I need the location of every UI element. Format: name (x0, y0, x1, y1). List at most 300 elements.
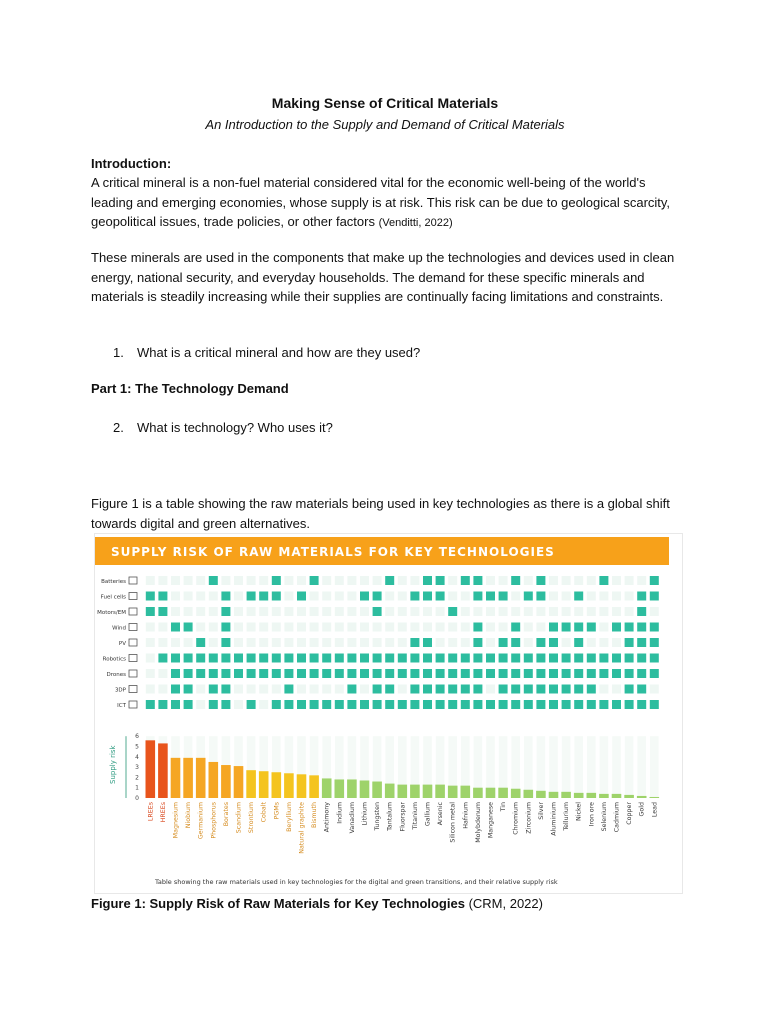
question-2 (113, 420, 333, 435)
usage-cell-used (549, 685, 558, 694)
usage-cell-used (650, 638, 659, 647)
usage-cell-empty (373, 623, 382, 632)
usage-cell-used (259, 592, 268, 601)
usage-cell-empty (486, 638, 495, 647)
usage-cell-empty (310, 685, 319, 694)
intro-paragraph-2: These minerals are used in the components that make up the technologies and devices used in clean energy, national security, and everyday households. The demand for these specific minerals and materials is steadily increasing while their supplies are continually facing limitations and constraints. (91, 250, 675, 304)
usage-cell-used (347, 654, 356, 663)
usage-cell-used (650, 623, 659, 632)
x-tick-label: Tantalum (386, 802, 394, 831)
bar-indium (335, 779, 345, 798)
usage-cell-used (473, 669, 482, 678)
usage-cell-used (373, 685, 382, 694)
chart-footnote: Table showing the raw materials used in key technologies for the digital and green transitions, and their relative supply risk (155, 878, 558, 886)
x-tick-label: Strontium (248, 802, 256, 834)
intro-paragraph-1-text: A critical mineral is a non-fuel material considered vital for the economic well-being of the world's leading and emerging economies, whose supply is at risk. This risk can be due to geological scarcity, geopolitical issues, trade policies, or other factors (91, 175, 671, 229)
usage-cell-used (511, 623, 520, 632)
usage-cell-used (473, 700, 482, 709)
usage-cell-used (297, 654, 306, 663)
usage-cell-used (272, 669, 281, 678)
usage-cell-empty (549, 592, 558, 601)
usage-cell-used (184, 700, 193, 709)
part-1-heading: Part 1: The Technology Demand (91, 381, 289, 396)
x-tick-label: Germanium (197, 802, 205, 840)
usage-cell-empty (562, 592, 571, 601)
usage-cell-used (499, 685, 508, 694)
intro-heading: Introduction: (91, 156, 172, 171)
usage-cell-used (171, 623, 180, 632)
x-tick-label: Beryllium (285, 802, 293, 832)
y-tick-label: 1 (135, 784, 139, 792)
usage-cell-used (486, 592, 495, 601)
usage-cell-empty (234, 592, 243, 601)
usage-cell-empty (171, 576, 180, 585)
usage-cell-empty (158, 638, 167, 647)
usage-cell-empty (347, 592, 356, 601)
bar-track (612, 736, 621, 798)
bar-tantalum (385, 784, 395, 798)
motor-icon (129, 608, 137, 615)
usage-cell-empty (373, 576, 382, 585)
usage-cell-empty (322, 592, 331, 601)
usage-cell-used (247, 669, 256, 678)
usage-cell-empty (310, 592, 319, 601)
usage-cell-used (347, 685, 356, 694)
usage-cell-used (473, 685, 482, 694)
usage-cell-empty (612, 592, 621, 601)
usage-cell-used (562, 700, 571, 709)
usage-cell-used (637, 623, 646, 632)
bar-lithium (360, 780, 370, 798)
usage-cell-empty (373, 638, 382, 647)
computer-icon (129, 701, 137, 708)
usage-cell-empty (196, 592, 205, 601)
x-tick-label: Vanadium (348, 802, 356, 834)
usage-cell-empty (436, 607, 445, 616)
usage-cell-used (486, 700, 495, 709)
usage-cell-empty (184, 638, 193, 647)
usage-cell-empty (599, 638, 608, 647)
bar-zirconium (524, 790, 534, 798)
usage-cell-empty (549, 607, 558, 616)
usage-cell-used (524, 654, 533, 663)
bar-gold (637, 796, 647, 798)
usage-cell-empty (310, 638, 319, 647)
usage-cell-used (637, 592, 646, 601)
usage-cell-empty (486, 623, 495, 632)
usage-cell-empty (322, 607, 331, 616)
usage-grid (97, 576, 659, 709)
bar-borates (221, 765, 231, 798)
bar-beryllium (284, 773, 294, 798)
usage-cell-empty (158, 669, 167, 678)
x-tick-label: Phosphorus (210, 802, 218, 839)
bar-lrees (146, 740, 156, 798)
usage-cell-used (423, 654, 432, 663)
x-tick-label: Tin (500, 802, 508, 812)
usage-cell-used (410, 592, 419, 601)
usage-cell-used (511, 576, 520, 585)
usage-cell-used (184, 654, 193, 663)
x-tick-label: Lithium (361, 802, 369, 826)
x-tick-label: Iron ore (588, 802, 596, 827)
x-tick-label: Scandium (235, 802, 243, 834)
usage-cell-empty (146, 669, 155, 678)
usage-cell-empty (574, 576, 583, 585)
usage-cell-empty (196, 607, 205, 616)
usage-cell-empty (549, 576, 558, 585)
usage-cell-used (297, 669, 306, 678)
usage-cell-used (574, 638, 583, 647)
x-tick-label: Lead (651, 802, 659, 818)
usage-cell-used (209, 576, 218, 585)
usage-cell-empty (335, 623, 344, 632)
usage-cell-empty (247, 607, 256, 616)
usage-cell-used (473, 654, 482, 663)
usage-cell-empty (284, 623, 293, 632)
usage-cell-used (209, 685, 218, 694)
usage-cell-used (347, 700, 356, 709)
usage-cell-empty (398, 592, 407, 601)
usage-cell-used (310, 669, 319, 678)
usage-cell-used (637, 700, 646, 709)
usage-cell-empty (599, 592, 608, 601)
usage-cell-empty (360, 607, 369, 616)
usage-cell-empty (297, 685, 306, 694)
usage-cell-empty (612, 607, 621, 616)
usage-cell-empty (536, 623, 545, 632)
usage-cell-used (410, 654, 419, 663)
usage-cell-used (511, 700, 520, 709)
usage-cell-used (587, 669, 596, 678)
usage-cell-empty (335, 592, 344, 601)
usage-cell-empty (398, 638, 407, 647)
bar-tungsten (372, 782, 382, 798)
question-2-number: 2. (113, 420, 124, 435)
usage-cell-used (536, 654, 545, 663)
usage-cell-used (562, 669, 571, 678)
bar-tin (498, 788, 508, 798)
usage-cell-empty (511, 592, 520, 601)
usage-cell-empty (335, 638, 344, 647)
usage-cell-empty (158, 623, 167, 632)
usage-cell-empty (209, 607, 218, 616)
usage-cell-used (511, 685, 520, 694)
usage-cell-used (562, 654, 571, 663)
bar-cadmium (612, 794, 622, 798)
usage-cell-used (410, 669, 419, 678)
usage-cell-used (524, 592, 533, 601)
usage-cell-empty (209, 638, 218, 647)
usage-cell-used (221, 654, 230, 663)
usage-cell-used (209, 669, 218, 678)
bar-track (625, 736, 634, 798)
usage-cell-used (385, 576, 394, 585)
usage-cell-used (398, 669, 407, 678)
x-tick-label: Tellurium (563, 802, 571, 831)
x-tick-label: Fluorspar (399, 802, 407, 832)
usage-cell-used (221, 638, 230, 647)
drone-icon (129, 670, 137, 677)
x-tick-label: Zirconium (525, 802, 533, 834)
usage-cell-used (385, 654, 394, 663)
question-1-text: What is a critical mineral and how are they used? (137, 345, 421, 360)
usage-cell-used (574, 654, 583, 663)
bar-selenium (599, 794, 609, 798)
bar-copper (624, 795, 634, 798)
bar-phosphorus (209, 762, 219, 798)
usage-cell-empty (423, 623, 432, 632)
usage-cell-empty (335, 607, 344, 616)
bar-gallium (423, 785, 433, 798)
question-1 (113, 345, 420, 360)
figure-caption-source: (CRM, 2022) (464, 896, 543, 911)
x-tick-label: Cobalt (260, 802, 268, 823)
bar-cobalt (259, 771, 269, 798)
usage-cell-empty (398, 576, 407, 585)
usage-cell-empty (171, 592, 180, 601)
bar-strontium (246, 770, 256, 798)
usage-cell-used (549, 700, 558, 709)
usage-cell-used (436, 576, 445, 585)
usage-cell-used (259, 654, 268, 663)
bar-manganese (486, 788, 496, 798)
usage-cell-used (297, 592, 306, 601)
bar-nickel (574, 793, 584, 798)
bar-track (537, 736, 546, 798)
usage-cell-used (536, 592, 545, 601)
usage-cell-used (562, 685, 571, 694)
usage-cell-used (423, 700, 432, 709)
usage-cell-used (436, 669, 445, 678)
printer-icon (129, 686, 137, 693)
figure-intro-paragraph: Figure 1 is a table showing the raw materials being used in key technologies as there is a global shift towards digital and green alternatives. (91, 496, 670, 531)
usage-cell-empty (297, 576, 306, 585)
usage-cell-empty (284, 592, 293, 601)
wind-turbine-icon (129, 624, 137, 631)
usage-cell-empty (259, 576, 268, 585)
usage-cell-used (599, 669, 608, 678)
x-tick-label: Silicon metal (449, 802, 457, 843)
usage-cell-used (448, 669, 457, 678)
usage-cell-used (473, 576, 482, 585)
usage-cell-used (410, 685, 419, 694)
x-tick-label: Titanium (411, 802, 419, 830)
usage-cell-used (536, 669, 545, 678)
x-tick-label: Nickel (575, 802, 583, 821)
bar-silicon-metal (448, 786, 458, 798)
usage-cell-used (221, 669, 230, 678)
usage-cell-used (146, 607, 155, 616)
usage-cell-used (511, 654, 520, 663)
usage-cell-used (511, 669, 520, 678)
bar-track (637, 736, 646, 798)
usage-cell-empty (423, 607, 432, 616)
x-tick-label: PGMs (273, 802, 281, 820)
x-tick-label: Borates (222, 802, 230, 827)
usage-cell-used (637, 669, 646, 678)
usage-cell-empty (625, 607, 634, 616)
usage-cell-empty (398, 607, 407, 616)
usage-cell-used (221, 592, 230, 601)
usage-cell-empty (310, 607, 319, 616)
y-axis-label: Supply risk (109, 745, 117, 784)
usage-cell-used (625, 638, 634, 647)
usage-cell-empty (612, 685, 621, 694)
fuel-cell-icon (129, 593, 137, 600)
usage-cell-used (599, 654, 608, 663)
usage-cell-empty (574, 607, 583, 616)
usage-cell-used (310, 576, 319, 585)
usage-cell-empty (486, 607, 495, 616)
usage-cell-empty (297, 638, 306, 647)
usage-cell-empty (398, 685, 407, 694)
usage-cell-used (335, 654, 344, 663)
usage-cell-used (284, 685, 293, 694)
usage-cell-used (499, 669, 508, 678)
usage-cell-used (322, 669, 331, 678)
usage-cell-empty (146, 685, 155, 694)
usage-cell-empty (461, 592, 470, 601)
usage-cell-used (612, 654, 621, 663)
usage-cell-empty (234, 638, 243, 647)
x-tick-label: Magnesium (172, 802, 180, 839)
tech-label-robotics: Robotics (102, 656, 126, 663)
x-tick-label: Tungsten (374, 802, 382, 831)
usage-cell-used (486, 669, 495, 678)
usage-cell-used (184, 669, 193, 678)
bar-hafnium (461, 786, 471, 798)
usage-cell-used (625, 669, 634, 678)
usage-cell-empty (297, 623, 306, 632)
usage-cell-used (499, 654, 508, 663)
usage-cell-used (461, 685, 470, 694)
usage-cell-used (599, 576, 608, 585)
usage-cell-used (574, 669, 583, 678)
usage-cell-used (625, 685, 634, 694)
usage-cell-empty (335, 685, 344, 694)
usage-cell-empty (247, 638, 256, 647)
bar-natural-graphite (297, 774, 307, 798)
usage-cell-used (410, 700, 419, 709)
y-tick-label: 4 (135, 753, 139, 761)
usage-cell-used (612, 700, 621, 709)
usage-cell-used (335, 700, 344, 709)
usage-cell-used (158, 700, 167, 709)
usage-cell-used (637, 638, 646, 647)
usage-cell-empty (247, 685, 256, 694)
bar-silver (536, 791, 546, 798)
usage-cell-used (436, 685, 445, 694)
usage-cell-used (310, 700, 319, 709)
usage-cell-empty (221, 576, 230, 585)
usage-cell-empty (612, 576, 621, 585)
usage-cell-empty (322, 685, 331, 694)
usage-cell-used (171, 669, 180, 678)
usage-cell-empty (234, 685, 243, 694)
supply-risk-figure (94, 533, 683, 894)
usage-cell-empty (536, 607, 545, 616)
solar-panel-icon (129, 639, 137, 646)
usage-cell-empty (259, 700, 268, 709)
usage-cell-used (536, 700, 545, 709)
usage-cell-used (360, 654, 369, 663)
usage-cell-used (574, 685, 583, 694)
usage-cell-empty (599, 623, 608, 632)
x-tick-label: Niobium (185, 802, 193, 829)
usage-cell-empty (272, 607, 281, 616)
usage-cell-used (209, 700, 218, 709)
x-tick-label: LREEs (147, 802, 155, 822)
chart-title: SUPPLY RISK OF RAW MATERIALS FOR KEY TECHNOLOGIES (111, 545, 555, 559)
usage-cell-used (373, 654, 382, 663)
bar-vanadium (347, 779, 357, 798)
usage-cell-used (574, 700, 583, 709)
usage-cell-empty (284, 638, 293, 647)
usage-cell-empty (398, 623, 407, 632)
question-2-text: What is technology? Who uses it? (137, 420, 333, 435)
usage-cell-used (499, 592, 508, 601)
usage-cell-empty (284, 607, 293, 616)
usage-cell-empty (524, 607, 533, 616)
battery-icon (129, 577, 137, 584)
usage-cell-used (574, 623, 583, 632)
y-tick-label: 6 (135, 733, 139, 741)
usage-cell-empty (234, 576, 243, 585)
usage-cell-empty (196, 700, 205, 709)
bar-niobium (183, 758, 193, 798)
usage-cell-empty (322, 638, 331, 647)
citation: (Venditti, 2022) (378, 217, 453, 229)
usage-cell-used (612, 623, 621, 632)
bar-track (587, 736, 596, 798)
usage-cell-used (146, 700, 155, 709)
y-tick-label: 3 (135, 764, 139, 772)
usage-cell-used (322, 654, 331, 663)
bar-lead (650, 797, 660, 798)
usage-cell-used (360, 669, 369, 678)
usage-cell-empty (499, 623, 508, 632)
usage-cell-used (335, 669, 344, 678)
usage-cell-used (297, 700, 306, 709)
usage-cell-used (284, 654, 293, 663)
usage-cell-used (599, 700, 608, 709)
x-tick-label: Hafnium (462, 802, 470, 829)
bar-titanium (410, 785, 420, 798)
usage-cell-used (373, 669, 382, 678)
usage-cell-empty (272, 685, 281, 694)
usage-cell-empty (209, 592, 218, 601)
usage-cell-empty (335, 576, 344, 585)
usage-cell-used (184, 623, 193, 632)
usage-cell-used (499, 638, 508, 647)
usage-cell-used (524, 669, 533, 678)
figure-caption (91, 896, 543, 911)
usage-cell-used (549, 654, 558, 663)
bar-chromium (511, 789, 521, 798)
usage-cell-used (322, 700, 331, 709)
usage-cell-used (625, 654, 634, 663)
usage-cell-empty (284, 576, 293, 585)
usage-cell-empty (461, 607, 470, 616)
usage-cell-used (158, 607, 167, 616)
usage-cell-used (524, 685, 533, 694)
usage-cell-empty (486, 576, 495, 585)
usage-cell-used (171, 685, 180, 694)
x-tick-label: Cadmium (613, 802, 621, 833)
usage-cell-empty (436, 638, 445, 647)
usage-cell-empty (158, 685, 167, 694)
